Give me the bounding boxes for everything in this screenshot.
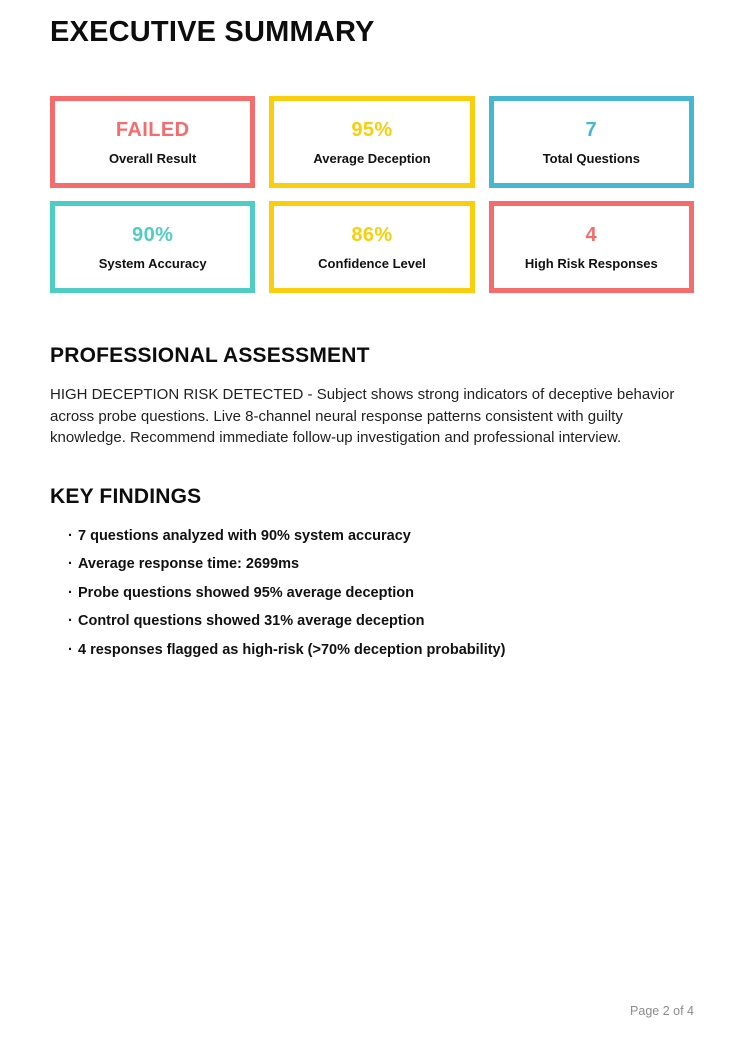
- finding-item: [68, 613, 694, 630]
- stat-card-overall-result: [50, 96, 255, 188]
- stat-value: 90%: [132, 223, 174, 246]
- stat-label: High Risk Responses: [524, 255, 658, 271]
- bullet-dot-icon: ·: [68, 527, 73, 544]
- finding-item: [68, 585, 694, 602]
- stat-card-total-questions: [489, 96, 694, 188]
- key-findings-section: [50, 485, 694, 659]
- finding-text: 4 responses flagged as high-risk (>70% deception probability): [78, 641, 506, 658]
- assessment-body-text: HIGH DECEPTION RISK DETECTED - Subject shows strong indicators of deceptive behavior across probe questions. Live 8-channel neural response patterns consistent with guilty knowledge. Recommend immediate follow-up investigation and professional interview.: [50, 386, 675, 446]
- stat-value: FAILED: [115, 118, 190, 141]
- bullet-dot-icon: ·: [68, 556, 73, 572]
- professional-assessment-section: [50, 344, 694, 449]
- finding-text: 7 questions analyzed with 90% system accuracy: [78, 527, 411, 544]
- stat-value: 86%: [351, 223, 393, 246]
- finding-item: [68, 556, 694, 573]
- stat-value: 4: [585, 223, 598, 246]
- finding-item: [68, 642, 694, 659]
- stat-label: Total Questions: [542, 150, 640, 166]
- stat-label: Average Deception: [313, 150, 431, 166]
- findings-list: [50, 528, 694, 659]
- stat-card-high-risk-responses: [489, 201, 694, 293]
- stat-label: System Accuracy: [98, 255, 207, 271]
- bullet-dot-icon: ·: [68, 584, 73, 601]
- stat-card-confidence-level: [269, 201, 474, 293]
- bullet-dot-icon: ·: [68, 613, 73, 629]
- finding-item: [68, 528, 694, 545]
- finding-text: Average response time: 2699ms: [78, 556, 300, 572]
- stat-card-average-deception: [269, 96, 474, 188]
- page-number-label: Page 2 of 4: [630, 1004, 694, 1018]
- stat-label: Confidence Level: [318, 255, 426, 271]
- findings-heading: KEY FINDINGS: [50, 484, 202, 508]
- finding-text: Control questions showed 31% average deception: [78, 613, 425, 629]
- assessment-heading: PROFESSIONAL ASSESSMENT: [50, 344, 370, 367]
- finding-text: Probe questions showed 95% average deception: [78, 584, 415, 601]
- stat-label: Overall Result: [108, 150, 197, 166]
- stat-value: 7: [585, 118, 598, 141]
- stat-value: 95%: [351, 118, 393, 141]
- stat-card-system-accuracy: [50, 201, 255, 293]
- bullet-dot-icon: ·: [68, 641, 73, 658]
- summary-cards-grid: [50, 96, 694, 293]
- page-title: EXECUTIVE SUMMARY: [50, 16, 375, 48]
